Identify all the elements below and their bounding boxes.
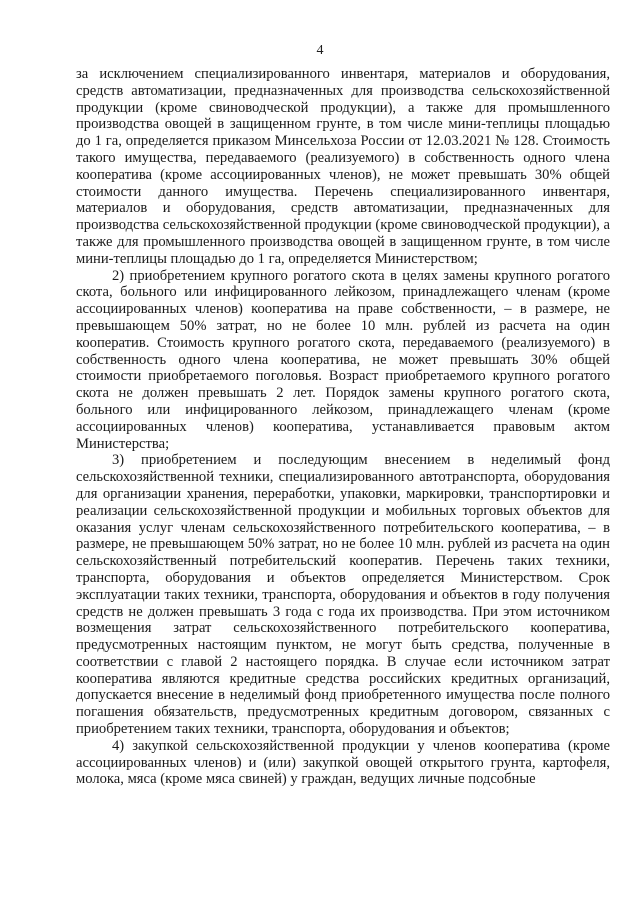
paragraph-item-4: 4) закупкой сельскохозяйственной продукции у членов кооператива (кроме ассоциированных членов) и (или) закупкой овощей открытого грунта, картофеля, молока, мяса (кроме мяса свиней) у граждан, ведущих личные подсобные: [76, 737, 610, 788]
paragraph-item-3: 3) приобретением и последующим внесением в неделимый фонд сельскохозяйственной техники, специализированного автотранспорта, оборудования для организации хранения, переработки, упаковки, маркировки, транспортировки и реализации сельскохозяйственной продукции и мобильных торговых объектов для оказания услуг членам сельскохозяйственного потребительского кооператива, – в размере, не превышающем 50% затрат, но не более 10 млн. рублей из расчета на один сельскохозяйственный потребительский кооператив. Перечень таких техники, транспорта, оборудования и объектов определяется Министерством. Срок эксплуатации таких техники, транспорта, оборудования и объектов в году получения средств не должен превышать 3 года с года их производства. При этом источником возмещения затрат сельскохозяйственного потребительского кооператива, предусмотренных настоящим пунктом, не могут быть средства, полученные в соответствии с главой 2 настоящего порядка. В случае если источником затрат кооператива являются кредитные средства российских кредитных организаций, допускается внесение в неделимый фонд приобретенного имущества после полного погашения обязательств, предусмотренных кредитным договором, связанных с приобретением таких техники, транспорта, оборудования и объектов;: [76, 452, 610, 738]
document-body: [76, 66, 610, 788]
paragraph-continuation: за исключением специализированного инвентаря, материалов и оборудования, средств автоматизации, предназначенных для производства сельскохозяйственной продукции (кроме свиноводческой продукции), а также для промышленного производства овощей в защищенном грунте, в том числе мини-теплицы площадью до 1 га, определяется приказом Минсельхоза России от 12.03.2021 № 128. Стоимость такого имущества, передаваемого (реализуемого) в собственность одного члена кооператива (кроме ассоциированных членов), не может превышать 30% общей стоимости данного имущества. Перечень специализированного инвентаря, материалов и оборудования, средств автоматизации, предназначенных для производства сельскохозяйственной продукции (кроме свиноводческой продукции), а также для промышленного производства овощей в защищенном грунте, в том числе мини-теплицы площадью до 1 га, определяется Министерством;: [76, 66, 610, 267]
page-number: 4: [316, 43, 324, 58]
paragraph-item-2: 2) приобретением крупного рогатого скота в целях замены крупного рогатого скота, больного или инфицированного лейкозом, принадлежащего членам (кроме ассоциированных членов) кооператива на праве собственности, – в размере, не превышающем 50% затрат, но не более 10 млн. рублей из расчета на один кооператив. Стоимость крупного рогатого скота, передаваемого (реализуемого) в собственность одного члена кооператива, не может превышать 30% общей стоимости приобретаемого поголовья. Возраст приобретаемого крупного рогатого скота не должен превышать 2 лет. Порядок замены крупного рогатого скота, больного или инфицированного лейкозом, принадлежащего членам (кроме ассоциированных членов) кооператива, устанавливается правовым актом Министерства;: [76, 267, 610, 452]
